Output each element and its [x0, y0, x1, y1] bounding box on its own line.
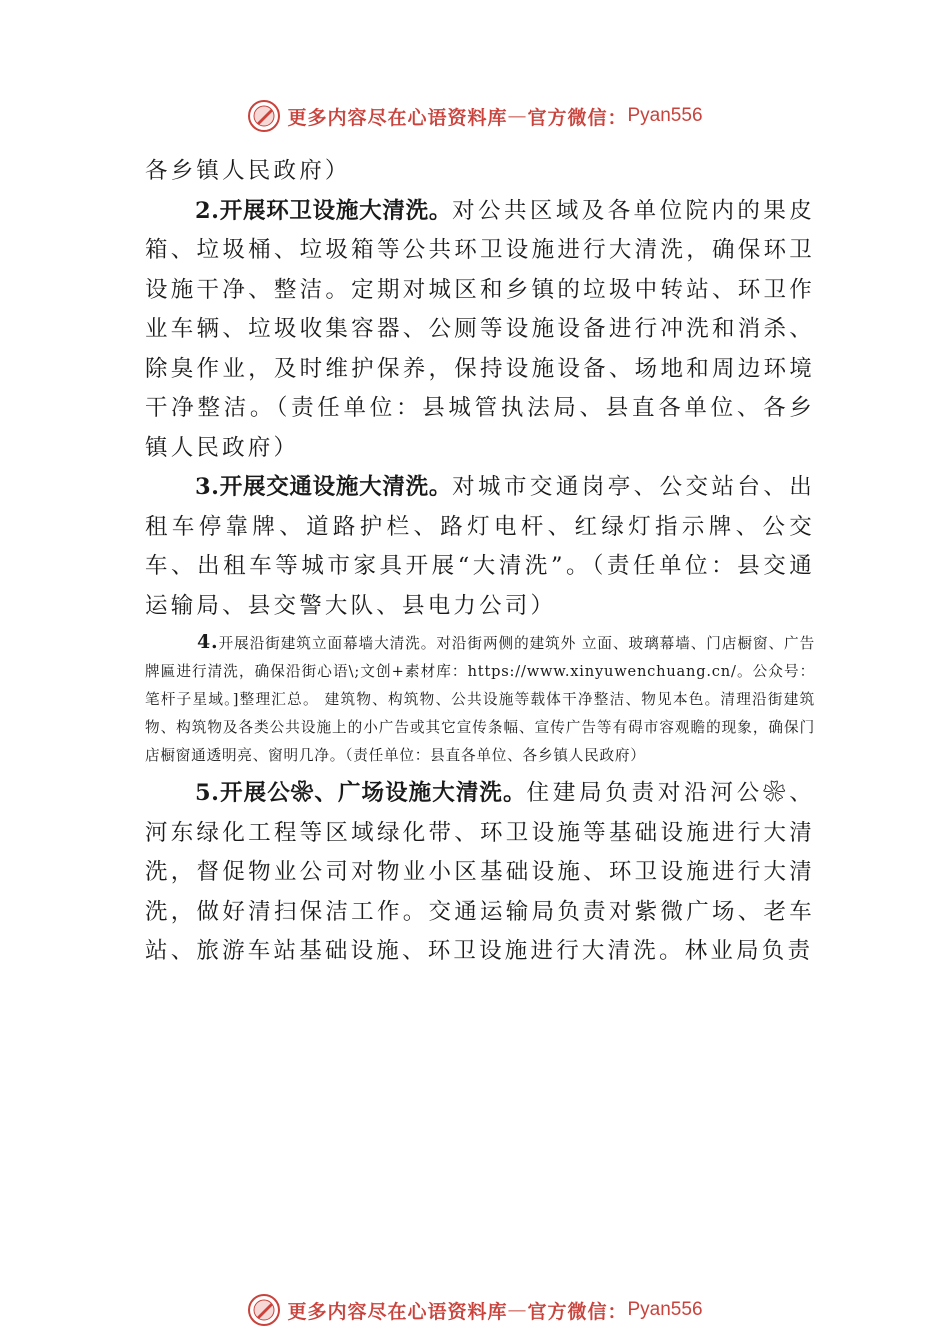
library-logo-icon [247, 99, 281, 133]
section-heading: 5.开展公❀、广场设施大清洗。 [195, 780, 527, 806]
footer-watermark-sep: — [507, 1299, 528, 1321]
header-wechat-label: 官方微信： [527, 106, 628, 129]
paragraph-traffic [145, 468, 815, 626]
paragraph-body: 住建局负责对沿河公❀、河东绿化工程等区域绿化带、环卫设施等基础设施进行大清洗，督促物业公司对物业小区基础设施、环卫设施进行大清洗，做好清扫保洁工作。交通运输局负责对紫微广场、老车站、旅游车站基础设施、环卫设施进行大清洗。林业局负责 [145, 780, 815, 964]
footer-wechat-label: 官方微信： [527, 1300, 628, 1323]
paragraph-body: 对城市交通岗亭、公交站台、出租车停靠牌、道路护栏、路灯电杆、红绿灯指示牌、公交车、出租车等城市家具开展“大清洗”。（责任单位：县交通运输局、县交警大队、县电力公司） [145, 474, 815, 619]
footer-watermark-text: 更多内容尽在心语资料库 [287, 1300, 508, 1323]
paragraph-body: 各乡镇人民政府） [145, 158, 351, 184]
header-wechat-id: Pyan556 [627, 105, 703, 126]
paragraph-parks [145, 774, 815, 972]
footer-wechat-id: Pyan556 [627, 1299, 703, 1320]
paragraph-sanitation [145, 192, 815, 469]
section-number: 4. [197, 631, 219, 653]
paragraph-continuation [145, 152, 815, 192]
section-heading: 3.开展交通设施大清洗。 [195, 474, 453, 500]
paragraph-facade [145, 628, 815, 770]
paragraph-body: 对公共区域及各单位院内的果皮箱、垃圾桶、垃圾箱等公共环卫设施进行大清洗，确保环卫设施干净、整洁。定期对城区和乡镇的垃圾中转站、环卫作业车辆、垃圾收集容器、公厕等设施设备进行冲洗和消杀、除臭作业，及时维护保养，保持设施设备、场地和周边环境干净整洁。（责任单位：县城管执法局、县直各单位、各乡镇人民政府） [145, 197, 815, 461]
paragraph-body: 开展沿街建筑立面幕墙大清洗。对沿街两侧的建筑外 立面、玻璃幕墙、门店橱窗、广告牌匾进行清洗，确保沿街心语\;文创+素材库：https://www.xinyuwenchuang.cn/。公众号：笔杆子星域。]整理汇总。 建筑物、构筑物、公共设施等载体干净整洁、物见本色。清理沿街建筑物、构筑物及各类公共设施上的小广告或其它宣传条幅、宣传广告等有碍市容观瞻的现象，确保门店橱窗通透明亮、窗明几净。（责任单位：县直各单位、各乡镇人民政府） [145, 635, 815, 764]
document-body [145, 152, 815, 972]
header-watermark [0, 96, 950, 136]
footer-watermark [0, 1290, 950, 1330]
header-watermark-sep: — [507, 105, 528, 127]
header-watermark-text: 更多内容尽在心语资料库 [287, 106, 508, 129]
library-logo-icon [247, 1293, 281, 1327]
section-heading: 2.开展环卫设施大清洗。 [195, 197, 453, 224]
